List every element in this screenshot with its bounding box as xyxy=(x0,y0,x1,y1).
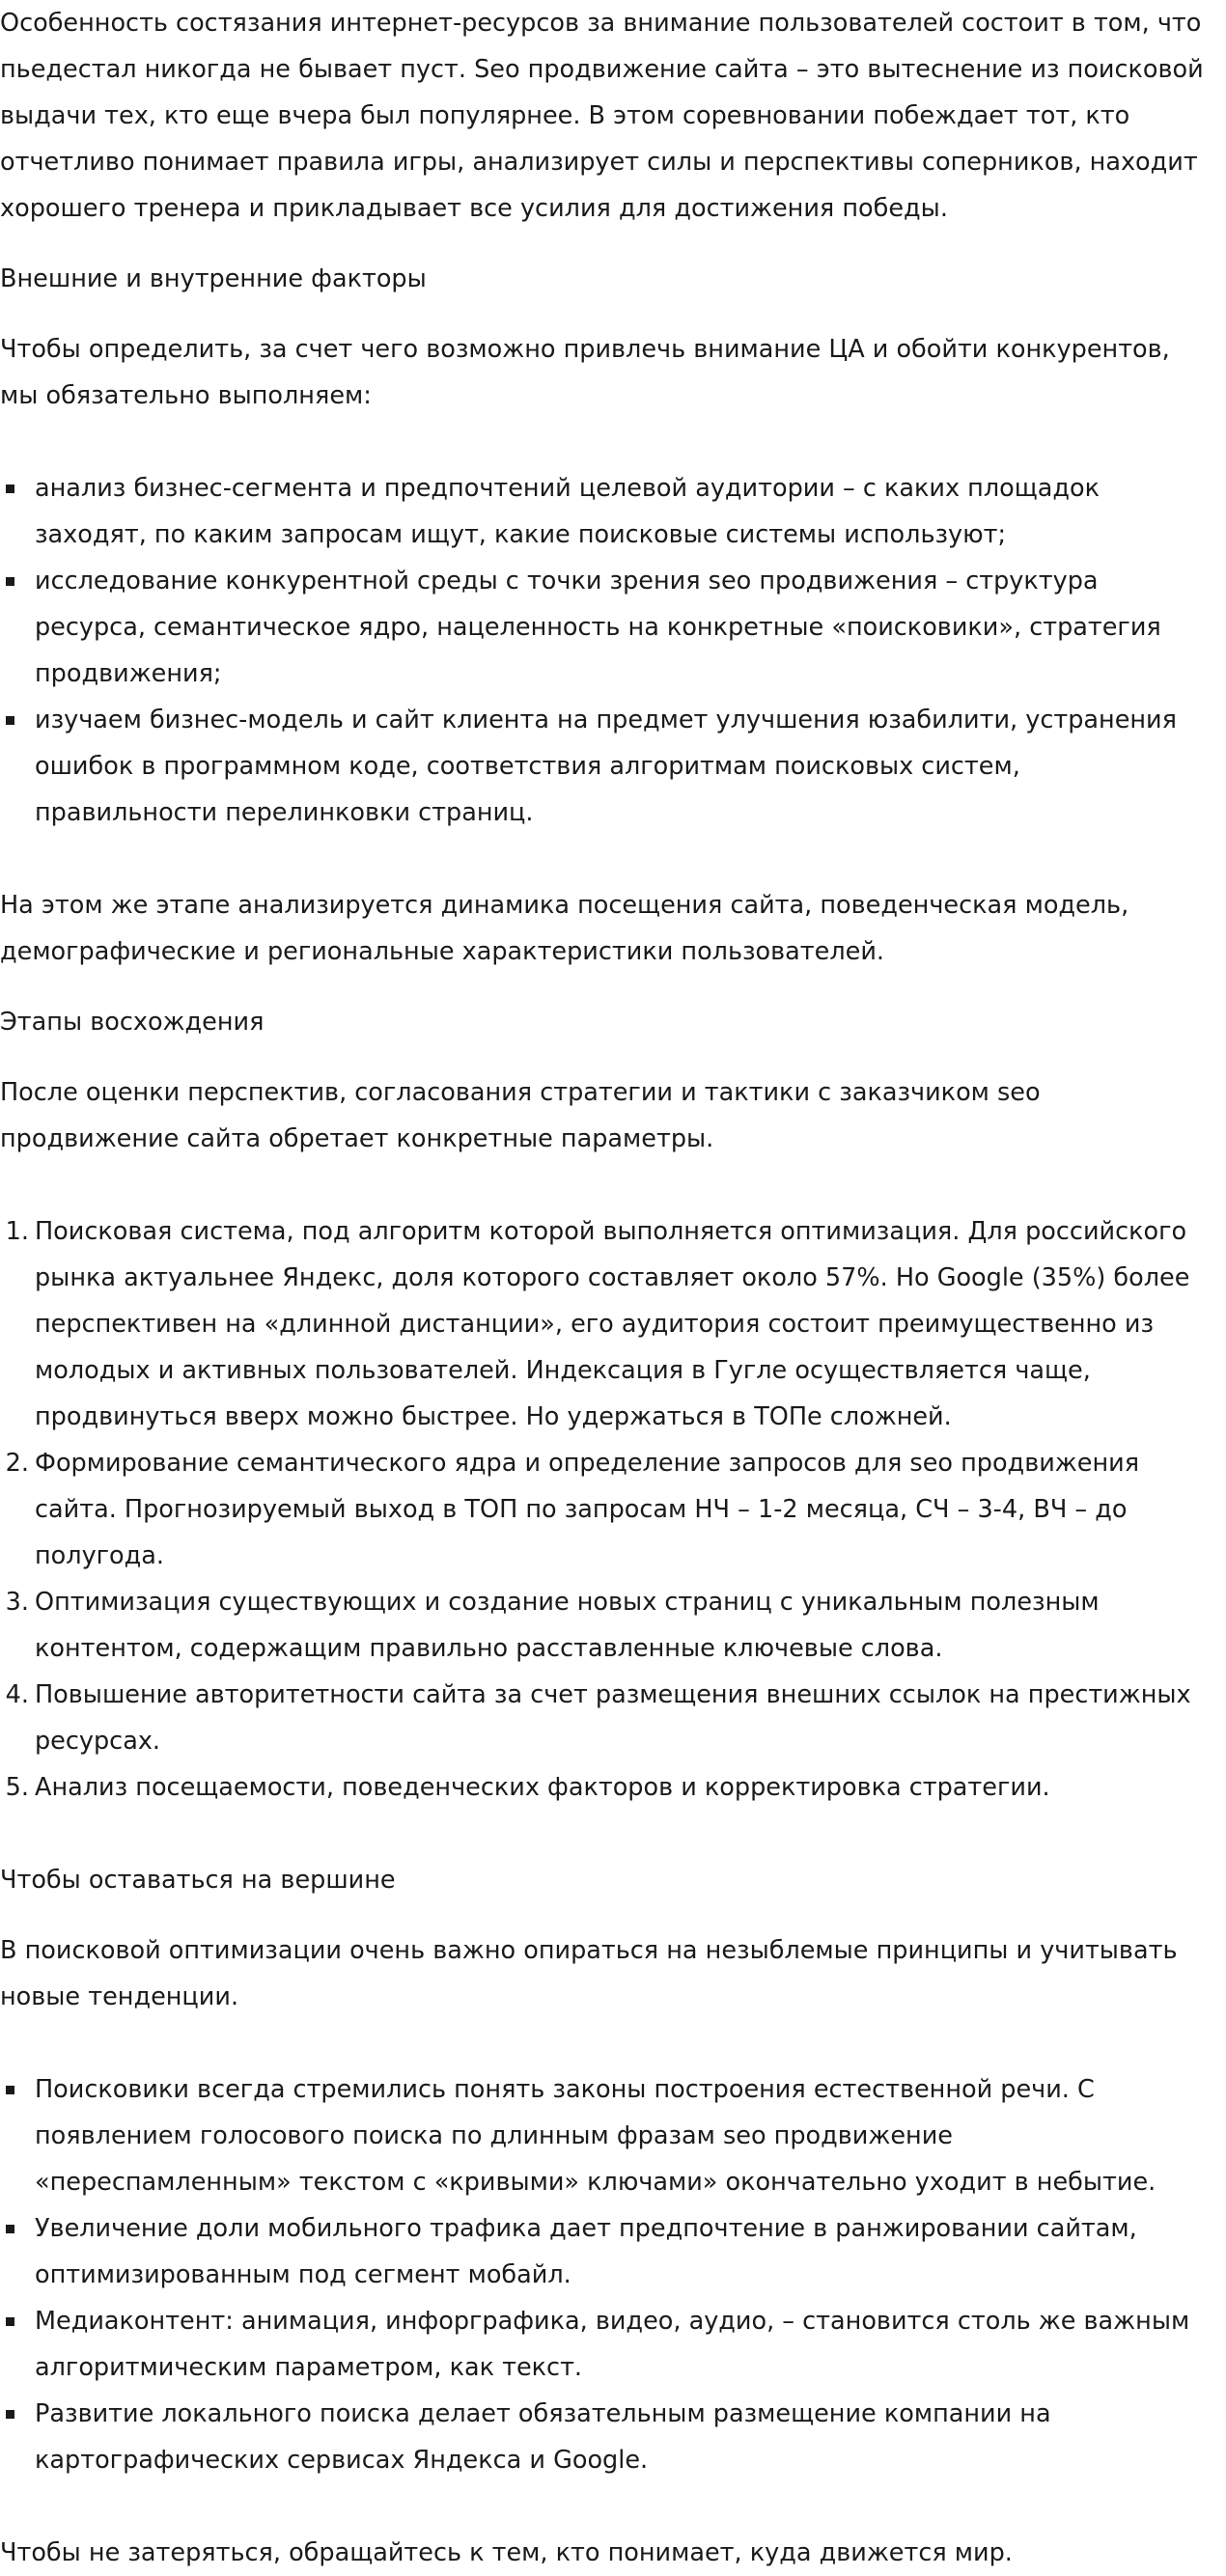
section-heading: Этапы восхождения xyxy=(0,1008,265,1037)
list-number: 1. xyxy=(5,1217,29,1246)
section-lead-paragraph xyxy=(0,1069,1226,1162)
text-line: Особенность состязания интернет-ресурсов за внимание пользователей состоит в том, что xyxy=(0,9,1202,38)
text-line: выдачи тех, кто еще вчера был популярнее. В этом соревновании побеждает тот, кто xyxy=(0,101,1130,130)
trends-bullet-list xyxy=(0,2066,1226,2483)
list-item: Поисковики всегда стремились понять законы построения естественной речи. С появлением голосового поиска по длинным фразам seo продвижение «переспамленным» текстом с «кривыми» ключами» окончательно уходит в небытие. xyxy=(0,2066,1226,2205)
list-item: 1. Поисковая система, под алгоритм которой выполняется оптимизация. Для российского рынка актуальнее Яндекс, доля которого составляет около 57%. Но Google (35%) более перспективен на «длинной дистанции», его аудитория состоит преимущественно из молодых и активных пользователей. Индексация в Гугле осуществляется чаще, продвинуться вверх можно быстрее. Но удержаться в ТОПе сложней. xyxy=(0,1208,1226,1440)
closing-line: Чтобы не затеряться, обращайтесь к тем, кто понимает, куда движется мир. xyxy=(0,2538,1013,2567)
list-number: 5. xyxy=(5,1773,29,1802)
list-item: 2. Формирование семантического ядра и определение запросов для seo продвижения сайта. Прогнозируемый выход в ТОП по запросам НЧ – 1-2 месяца, СЧ – 3-4, ВЧ – до полугода. xyxy=(0,1440,1226,1579)
square-bullet-icon xyxy=(6,2225,14,2233)
section-lead-paragraph xyxy=(0,326,1226,419)
factors-bullet-list xyxy=(0,465,1226,836)
text-line: пьедестал никогда не бывает пуст. Seo продвижение сайта – это вытеснение из поисковой xyxy=(0,55,1204,84)
text-line: хорошего тренера и прикладывает все усилия для достижения победы. xyxy=(0,194,948,223)
square-bullet-icon xyxy=(6,577,14,586)
text-line: В поисковой оптимизации очень важно опираться на незыблемые принципы и учитывать xyxy=(0,1936,1178,1965)
text-line: На этом же этапе анализируется динамика посещения сайта, поведенческая модель, xyxy=(0,891,1129,920)
section-heading: Внешние и внутренние факторы xyxy=(0,264,427,293)
text-line: продвижение сайта обретает конкретные параметры. xyxy=(0,1124,714,1153)
list-item: Медиаконтент: анимация, инфорграфика, видео, аудио, – становится столь же важным алгоритмическим параметром, как текст. xyxy=(0,2298,1226,2391)
list-number: 2. xyxy=(5,1449,29,1478)
square-bullet-icon xyxy=(6,716,14,725)
list-item: изучаем бизнес-модель и сайт клиента на предмет улучшения юзабилити, устранения ошибок в программном коде, соответствия алгоритмам поисковых систем, правильности перелинковки страниц. xyxy=(0,697,1226,836)
intro-paragraph xyxy=(0,0,1226,232)
section-lead-paragraph xyxy=(0,1927,1226,2020)
list-number: 4. xyxy=(5,1680,29,1709)
list-item: Развитие локального поиска делает обязательным размещение компании на картографических сервисах Яндекса и Google. xyxy=(0,2391,1226,2483)
list-item: Увеличение доли мобильного трафика дает предпочтение в ранжировании сайтам, оптимизированным под сегмент мобайл. xyxy=(0,2205,1226,2298)
square-bullet-icon xyxy=(6,2410,14,2419)
list-item: 4. Повышение авторитетности сайта за счет размещения внешних ссылок на престижных ресурсах. xyxy=(0,1672,1226,1764)
text-line: отчетливо понимает правила игры, анализирует силы и перспективы соперников, находит xyxy=(0,148,1198,177)
square-bullet-icon xyxy=(6,2317,14,2326)
list-item: анализ бизнес-сегмента и предпочтений целевой аудитории – с каких площадок заходят, по каким запросам ищут, какие поисковые системы используют; xyxy=(0,465,1226,558)
text-line: демографические и региональные характеристики пользователей. xyxy=(0,937,885,966)
square-bullet-icon xyxy=(6,2086,14,2094)
text-line: мы обязательно выполняем: xyxy=(0,381,372,410)
list-number: 3. xyxy=(5,1588,29,1617)
stages-numbered-list xyxy=(0,1208,1226,1811)
section-after-paragraph xyxy=(0,882,1226,975)
square-bullet-icon xyxy=(6,485,14,493)
section-heading: Чтобы оставаться на вершине xyxy=(0,1866,396,1895)
list-item: исследование конкурентной среды с точки зрения seo продвижения – структура ресурса, семантическое ядро, нацеленность на конкретные «поисковики», стратегия продвижения; xyxy=(0,558,1226,697)
text-line: новые тенденции. xyxy=(0,1982,239,2011)
list-item: 3. Оптимизация существующих и создание новых страниц с уникальным полезным контентом, содержащим правильно расставленные ключевые слова. xyxy=(0,1579,1226,1672)
text-line: Чтобы определить, за счет чего возможно привлечь внимание ЦА и обойти конкурентов, xyxy=(0,335,1170,364)
text-line: После оценки перспектив, согласования стратегии и тактики с заказчиком seo xyxy=(0,1078,1041,1107)
list-item: 5. Анализ посещаемости, поведенческих факторов и корректировка стратегии. xyxy=(0,1764,1226,1811)
